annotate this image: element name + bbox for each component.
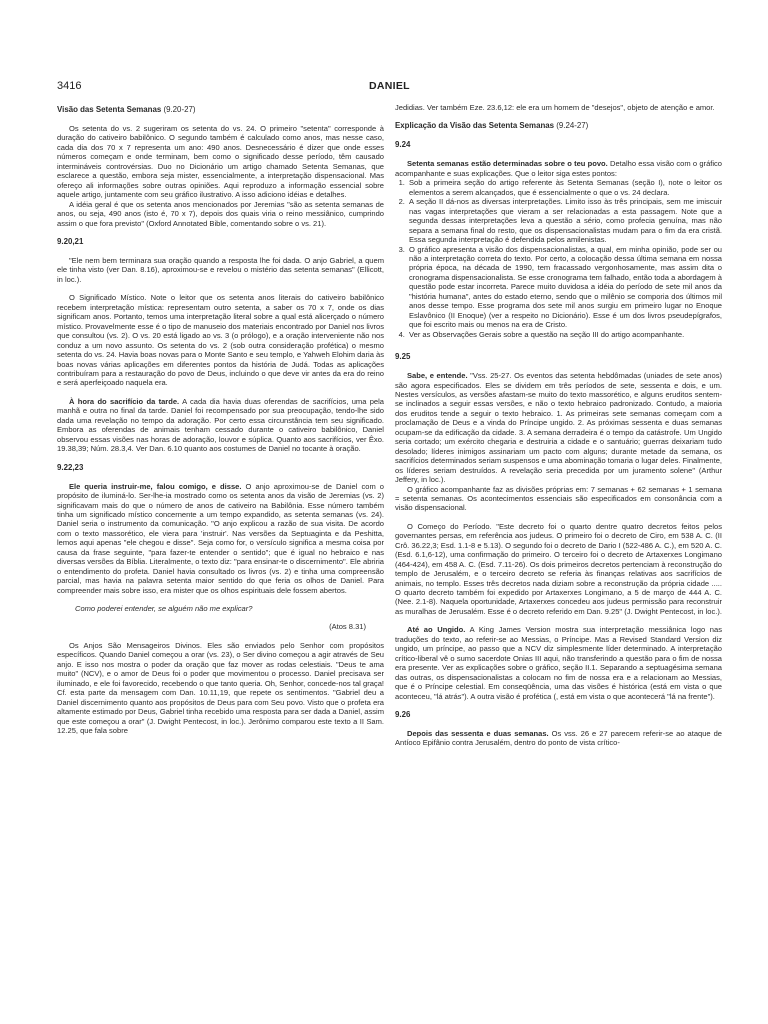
paragraph: O gráfico acompanhante faz as divisões próprias em: 7 semanas + 62 semanas + 1 semana = setenta semanas. Os acontecimentos essenciais são especificados em consonância com a visão dispensacional.: [395, 484, 722, 513]
paragraph: "Ele nem bem terminara sua oração quando a resposta lhe foi dada. O anjo Gabriel, a quem ele tinha visto (ver Dan. 8.16), aproximou-se e revelou o mistério das setenta semanas" (Ellicott, in loc.).: [57, 255, 384, 284]
heading-ref: (9.24-27): [556, 121, 589, 131]
heading-main: Explicação da Visão das Setenta Semanas: [395, 121, 555, 131]
paragraph: [57, 397, 384, 454]
section-heading: [57, 105, 384, 115]
section-heading: [395, 121, 722, 131]
paragraph: Os setenta do vs. 2 sugeriram os setenta do vs. 24. O primeiro "setenta" corresponde à duração do cativeiro babilônico. O segundo também é calculado como anos, mas nesse caso, cada dia dos 70 x 7 representa um ano: 490 anos. Desnecessário é dizer que onde esses números começam e onde terminam, bem como o significado desse período, têm causado intermináveis controvérsias. Duo no Dicionário um artigo chamado Setenta Semanas, que esclarece a questão, embora seja mister, essencialmente, a interpretação dispensacional. Mas ofereço ali informações sobre outras opiniões. Aqui reproduzo a informação essencial sobre aquele artigo, juntamente com seu gráfico ilustrativo. A isso adiciono idéias e detalhes.: [57, 124, 384, 200]
paragraph: [395, 159, 722, 178]
paragraph: Os Anjos São Mensageiros Divinos. Eles são enviados pelo Senhor com propósitos específicos. Quando Daniel começou a orar (vs. 23), o Ser divino começou a agir através de Seu anjo. E isso nos mostra o poder da oração que faz mover as rodas celestiais. "Deus te ama muito" (NCV), e o amor de Deus foi o poder que movimentou o processo. Daniel precisava ser iluminado, e ele foi favorecido, recebendo o que tanto queria. Oh, Senhor, concede-nos tal graça! Cf. esta parte da mensagem com Dan. 10.11,19, que repete os sentimentos. "Gabriel deu a Daniel discernimento quanto aos propósitos de Deus para com Seu povo. Visto que o profeta era altamente estimado por Deus, Gabriel tinha recebido uma resposta para ser dada a Daniel, assim que este começou a orar" (J. Dwight Pentecost, in loc.). Jerônimo comparou este texto a II Sam. 12.25, que fala sobre: [57, 640, 384, 736]
paragraph: [395, 371, 722, 484]
numbered-list: [395, 178, 722, 339]
heading-ref: (9.20-27): [163, 105, 196, 114]
list-item: 1. Sob a primeira seção do artigo referente às Setenta Semanas (seção I), note o leitor os elementos a serem alcançados, que é essencialmente o que o vs. 24 declara.: [407, 178, 722, 197]
verse-reference: 9.26: [395, 710, 411, 720]
paragraph-body: A King James Version mostra sua interpretação messiânica logo nas traduções do texto, ao referir-se ao Messias, o Príncipe. Mas a Revised Standard Version diz ungido, um príncipe, ao passo que a NCV diz simplesmente líder determinado. A interpretação crítico-liberal vê o sumo sacerdote Onias III aqui, não transferindo a questão para o fim de nossa era presente. Ver as explicações sobre o gráfico, seção II.1. Separando a septuagésima semana das outras, os dispensacionalistas a colocam no fim de nossa era e a relacionam ao Messias, que é o Príncipe celestial. Em conseqüência, uma das visões é histórica (está em vista o que aconteceu, "lá atrás"). A outra visão é profética (, está em vista o que acontecerá "lá na frente").: [395, 625, 722, 701]
paragraph: [395, 729, 722, 748]
poem-citation: (Atos 8.31): [329, 622, 366, 632]
paragraph: O Significado Místico. Note o leitor que os setenta anos literais do cativeiro babilônico recebem interpretação mística: representam outro setenta, a saber os 70 x 7, onde os dias significam anos. Portanto, temos uma interpretação literal sobre a qual está alicerçado o número místico. Provavelmente esse é o tipo de manuseio dos materiais encontrado por Daniel nos livros que consultou (vs. 2). O vs. 20 está ligado ao vs. 3 (o prólogo), e a oração interveniente não nos conduz a um novo assunto. Os setenta do vs. 2 (sob outra consideração profética) o mesmo setenta do vs. 24. Havia boas novas para o Monte Santo e seu templo, e Yahweh Elohim daria às boas novas várias aplicações em diferentes pontos da história de Judá. Todas as aplicações contribuíram para a restauração do povo de Deus, incluindo o que deve vir antes da era do reino e será aperfeiçoado naquela era.: [57, 293, 384, 388]
list-item: 3. O gráfico apresenta a visão dos dispensacionalistas, a qual, em minha opinião, pode ser ou não a interpretação correta do texto. Por certo, a colocação dessa última semana em nossa própria época, na década de 1990, tem fracassado vergonhosamente, mas assim dita o cronograma dispensacionalista. Se esse cronograma tem falhado, então toda a abordagem à questão pode estar incorreta. Parece muito duvidosa a idéia do período de sete mil anos da "história humana", antes do estado eterno, sendo que o milênio se comporia dos últimos mil anos desse tempo. Esse programa dos sete mil anos surgiu em primeiro lugar no Enoque Eslavônico (II Enoque) (ver a respeito no Dicionário). Esse é um dos livros pseudepígrafos, que foi escrito mais ou menos na era de Cristo.: [407, 245, 722, 330]
right-column: [395, 103, 722, 748]
list-item: 4. Ver as Observações Gerais sobre a questão na seção III do artigo acompanhante.: [407, 330, 722, 339]
verse-reference: 9.22,23: [57, 462, 84, 472]
paragraph-body: Detalho essa visão com o gráfico acompanhante e suas explicações. Que o leitor siga estes pontos:: [395, 159, 723, 178]
page-number: 3416: [57, 80, 82, 92]
paragraph: Jedidias. Ver também Eze. 23.6,12: ele era um homem de "desejos", objeto de atenção e amor.: [395, 103, 715, 112]
verse-reference: 9.20,21: [57, 236, 84, 246]
paragraph-body: O anjo aproximou-se de Daniel com o propósito de iluminá-lo. Ser-lhe-ia mostrado como os setenta anos da visão de Jeremias (vs. 2) significavam mais do que o número de anos de cativeiro na Babilônia. Esse número também tinha um significado místico concernente a um tempo expandido, as setenta semanas (vs. 24). Daniel seria o instrumento da comunicação. "O anjo explicou a razão de sua visita. De acordo com o texto massorético, ele viera para 'instruir'. Nas versões da Septuaginta e da Peshitta, lemos aqui apenas "ele chegou e disse". Seja como for, o versículo significa a mesma coisa por causa da frase seguinte, "para fazer-te entender o sentido"; que é igual no hebraico e nas diversas versões da Bíblia. Literalmente, o texto diz: "para ensinar-te o discernimento". Ele abriria o entendimento do profeta. Daniel havia consultado os livros (vs. 2) e tinha uma compreensão parcial, mas havia na palavra setenta maior sentido do que feria os olhos de Daniel. Para compreender mais sobre isso, era mister que os olhos espirituais dele fossem abertos.: [57, 481, 384, 595]
paragraph: [395, 625, 722, 701]
lead-phrase: Ele queria instruir-me, falou comigo, e disse.: [69, 481, 242, 491]
running-title: DANIEL: [369, 80, 410, 92]
paragraph: A idéia geral é que os setenta anos mencionados por Jeremias "são as setenta semanas de anos, ou seja, 490 anos (isto é, 70 x 7), depois dos quais viria o reino messiânico, cumprindo assim o que fora previsto" (Oxford Annotated Bible, comentando sobre o vs. 21).: [57, 199, 384, 228]
list-item: 2. A seção II dá-nos as diversas interpretações. Limito isso às três principais, sem me imiscuir nas vagas interpretações que vieram a ser relacionadas a esta passagem. Note que a segunda dessas interpretações leva a questão a sério, como profecia genuína, mas não separa a semana final do resto, que os dispensacionalistas mudam para o fim da era cristã. Essa segunda interpretação é defendida pelos amilenistas.: [407, 197, 722, 244]
lead-phrase: Até ao Ungido.: [407, 625, 466, 635]
lead-phrase: Depois das sessenta e duas semanas.: [407, 729, 549, 739]
left-column: [57, 105, 384, 735]
lead-phrase: Setenta semanas estão determinadas sobre o teu povo.: [407, 159, 608, 169]
lead-phrase: Sabe, e entende.: [407, 371, 468, 381]
verse-reference: 9.25: [395, 352, 411, 362]
paragraph: [57, 482, 384, 595]
verse-reference: 9.24: [395, 140, 411, 150]
paragraph: O Começo do Período. "Este decreto foi o quarto dentre quatro decretos feitos pelos governantes persas, em referência aos judeus. O primeiro foi o decreto de Ciro, em 538 A. C. (II Crô. 36.22,3; Esd. 1.1-8 e 5.13). O segundo foi o decreto de Dario I (522-486 A. C.), em 520 A. C. (Esd. 6.1,6-12), uma confirmação do primeiro. O terceiro foi o decreto de Artaxerxes Longimano (464-424), em 458 A. C. (Esd. 7.11-26). Os dois primeiros decretos pertenciam à reconstrução do templo de Jerusalém, e o terceiro decreto se referia às finanças relativas aos sacrifícios de animais, no templo. Esses três decretos nada diziam sobre a reconstrução da própria cidade ..... O quarto decreto também foi expedido por Artaxerxes Longimano, a 5 de março de 444 A. C. (Nee. 2.1-8). Naquela oportunidade, Artaxerxes concedeu aos judeus permissão para reconstruir as muralhas de Jerusalém. Esse é o decreto referido em Dan. 9.25" (J. Dwight Pentecost, in loc.).: [395, 521, 722, 616]
heading-main: Visão das Setenta Semanas: [57, 105, 162, 114]
paragraph-body: A cada dia havia duas oferendas de sacrifícios, uma pela manhã e outra no final da tarde. Daniel foi recompensado por sua preocupação, tendo-lhe sido dada uma revelação no tempo da adoração. Por certo essa circunstância tem seu significado. Embora as oferendas de animais tenham cessado durante o cativeiro babilônico, Daniel observou essas visões nas horas de adoração, louvor e súplica. Quanto aos sacrifícios, ver Êxo. 19.38,39; Núm. 28.3,4. Ver Dan. 6.10 quanto aos costumes de Daniel no tocante à oração.: [57, 396, 384, 454]
lead-phrase: À hora do sacrifício da tarde.: [69, 396, 180, 406]
poem-line: Como poderei entender, se alguém não me explicar?: [75, 604, 253, 614]
paragraph-body: Os vss. 26 e 27 parecem referir-se ao ataque de Antíoco Epifânio contra Jerusalém, dentro do ponto de vista crítico-: [395, 729, 722, 748]
paragraph-body: "Vss. 25-27. Os eventos das setenta hebdômadas (uniades de sete anos) são agora especificados. Eles se dividem em três períodos de sete, sessenta e dois, e um. Nestes versículos, as versões afastam-se muito do texto massorético, e alguns eruditos sentem-se inclinados a seguir essas versões, e não o texto hebraico padronizado. Contudo, a maioria dos eruditos tende a seguir o texto hebraico. 1. As primeiras sete semanas começam com a proclamação de Deus e a vinda do Príncipe ungido. 2. As próximas sessenta e duas semanas ocupam-se da edificação da cidade. 3. A semana derradeira é o tempo da catástrofe. Um Ungido seria cortado; um exército chegaria e destruiria a cidade e o santuário; guerras deixariam tudo desolado; líderes inimigos assinariam um pacto com alguns; durante metade da semana, os sacrifícios determinados seriam suspensos e uma abominação tomaria o lugar deles. Finalmente, os líderes seriam destruídos. A revelação seria precedida por um juramento solene" (Arthur Jeffery, in loc.).: [395, 371, 722, 485]
